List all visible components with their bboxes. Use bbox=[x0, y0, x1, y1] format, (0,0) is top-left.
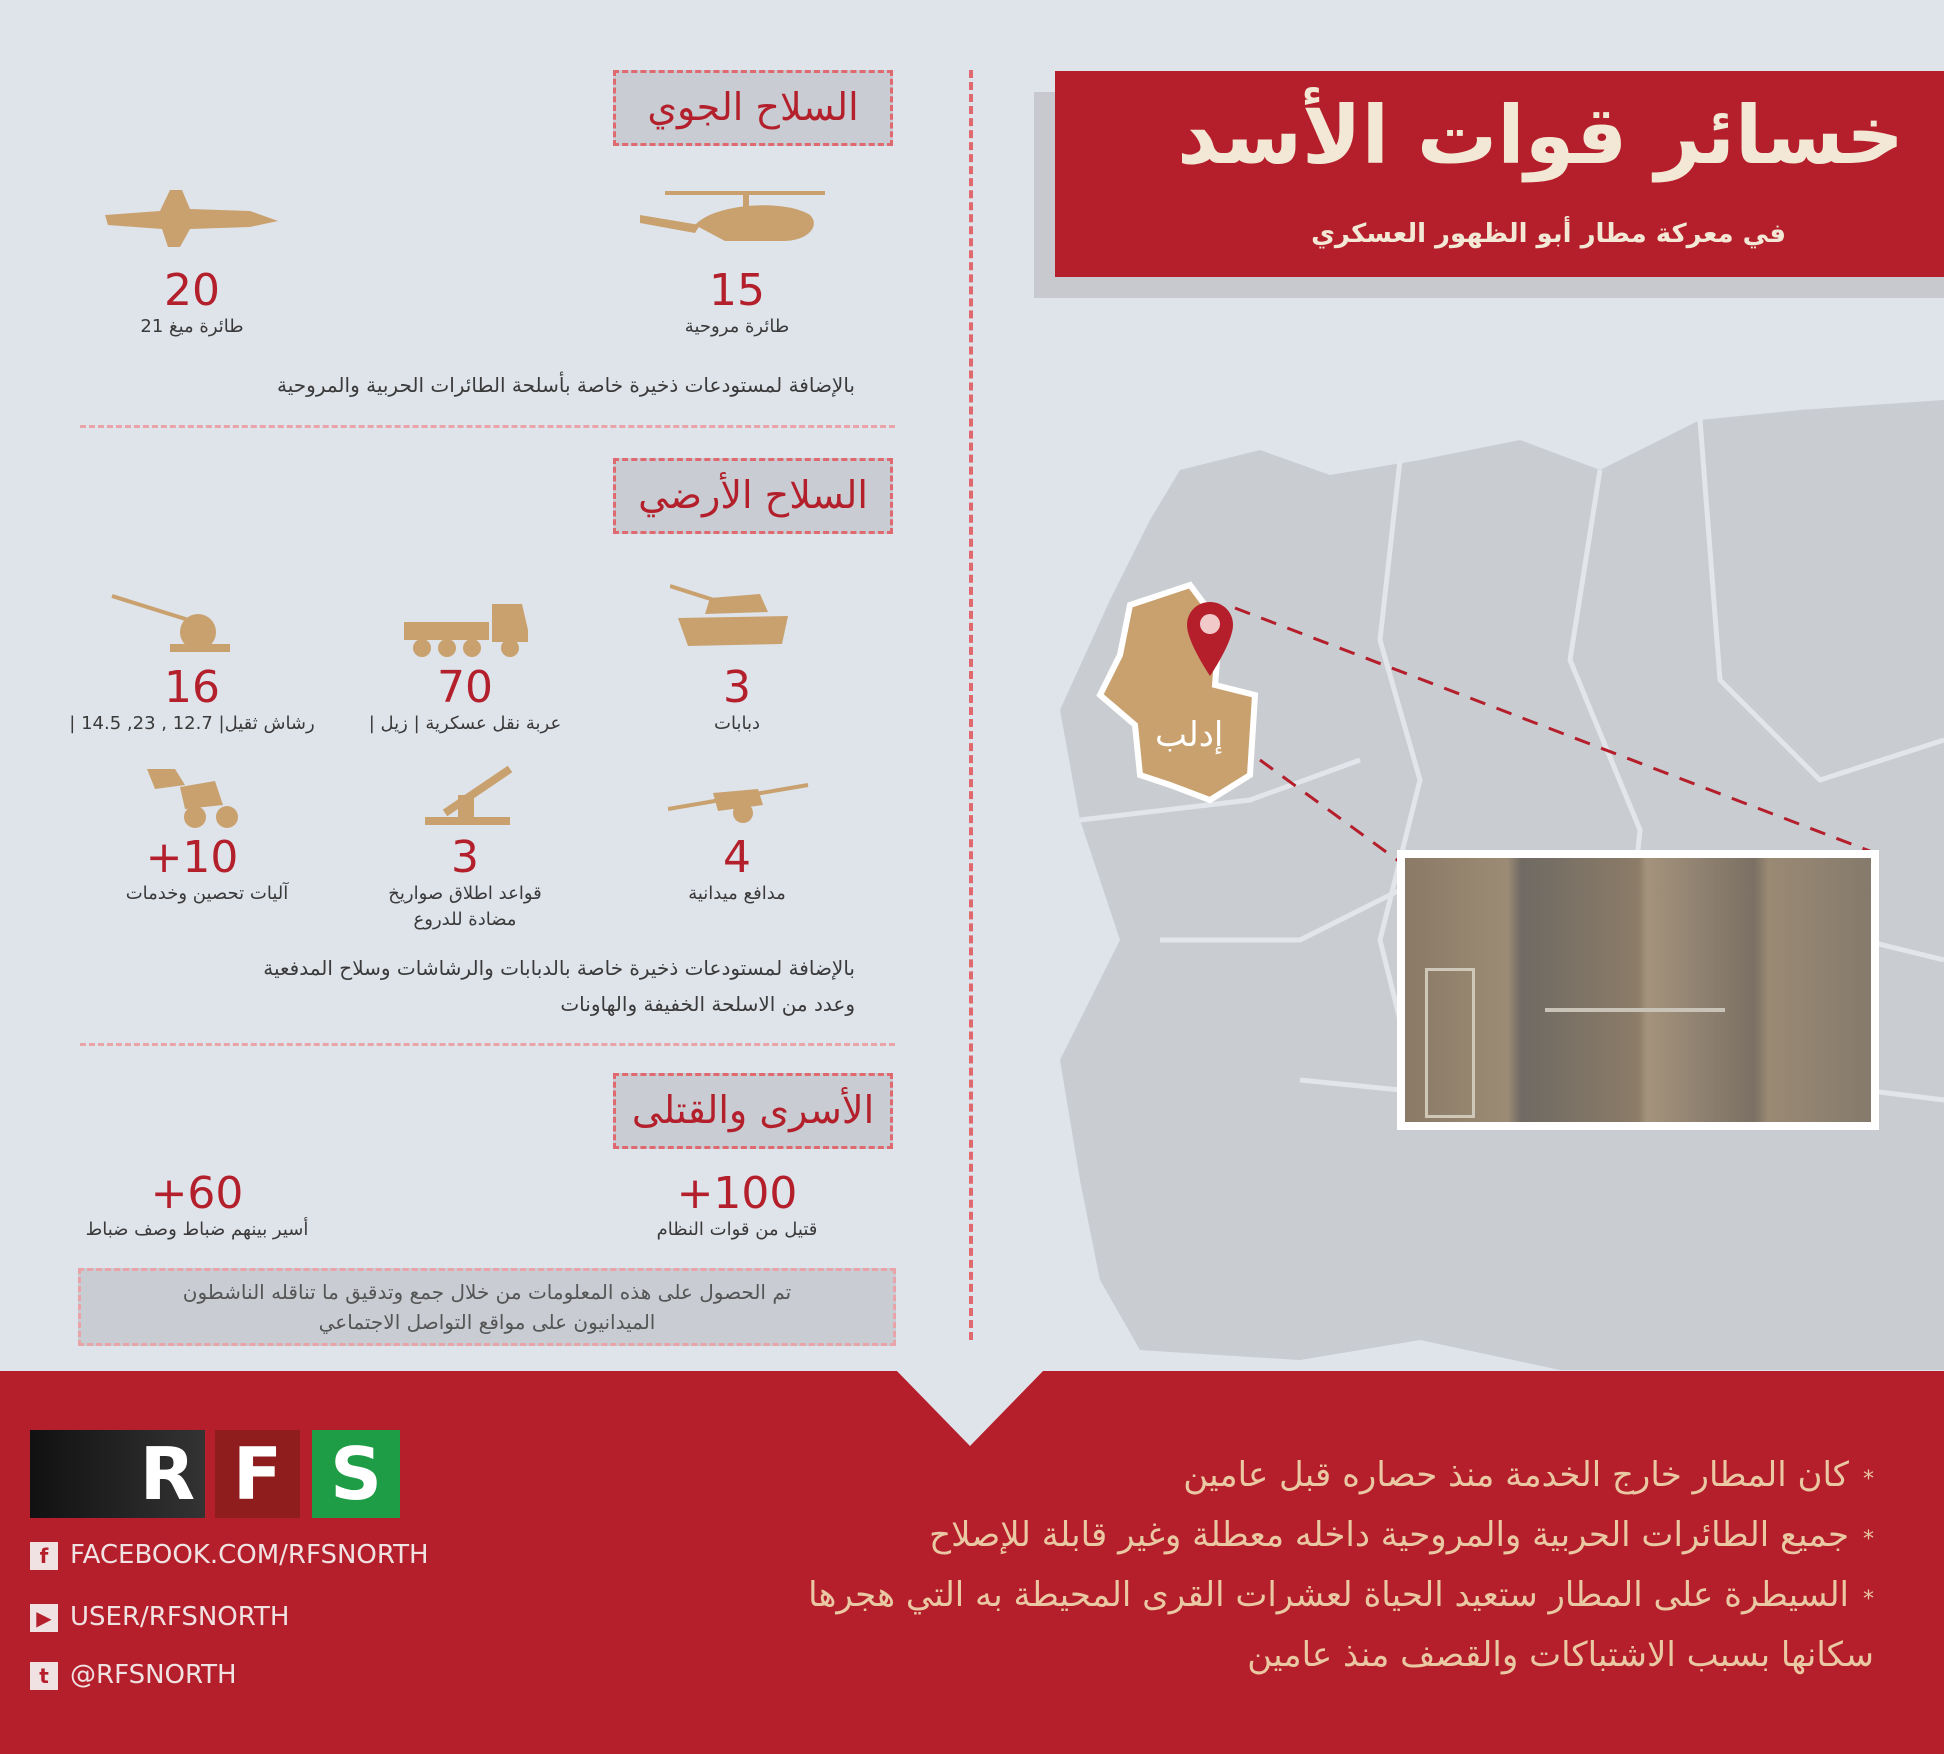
youtube-icon: ▶ bbox=[30, 1604, 58, 1632]
twitter-link[interactable] bbox=[30, 1660, 237, 1690]
ground-note: بالإضافة لمستودعات ذخيرة خاصة بالدبابات والرشاشات وسلاح المدفعية bbox=[263, 956, 855, 980]
vertical-divider bbox=[969, 70, 973, 1340]
ground-stat-label: رشاش ثقيل| 12.7 , 23, 14.5 | bbox=[69, 713, 315, 734]
bullet-text: كان المطار خارج الخدمة منذ حصاره قبل عامين bbox=[1183, 1455, 1849, 1495]
ground-stat-label: قواعد اطلاق صواريخ bbox=[388, 883, 542, 904]
logo-letter-s: S bbox=[312, 1430, 400, 1518]
ground-stat-value: 16 bbox=[164, 662, 220, 713]
section-heading-air: السلاح الجوي bbox=[613, 70, 893, 146]
tank-icon bbox=[670, 580, 795, 650]
section-divider bbox=[80, 1043, 895, 1046]
facebook-icon: f bbox=[30, 1542, 58, 1570]
ground-stat-label-line2: مضادة للدروع bbox=[413, 909, 517, 930]
social-text: USER/RFSNORTH bbox=[70, 1602, 290, 1632]
logo-letter-f: F bbox=[215, 1430, 300, 1518]
footer-bullet bbox=[1183, 1455, 1874, 1495]
truck-icon bbox=[402, 600, 532, 660]
logo-letter-r: R bbox=[139, 1432, 196, 1516]
section-heading-casualties: الأسرى والقتلى bbox=[613, 1073, 893, 1149]
ground-stat-value: 70 bbox=[437, 662, 493, 713]
casualty-label: قتيل من قوات النظام bbox=[656, 1219, 818, 1240]
field-cannon-icon bbox=[668, 775, 813, 825]
footer-notch bbox=[895, 1369, 1045, 1446]
social-text: @RFSNORTH bbox=[70, 1660, 237, 1690]
air-stat-value: 20 bbox=[164, 265, 220, 316]
section-divider bbox=[80, 425, 895, 428]
missile-launcher-icon bbox=[420, 765, 520, 830]
air-note: بالإضافة لمستودعات ذخيرة خاصة بأسلحة الطائرات الحربية والمروحية bbox=[277, 373, 855, 397]
footer-bullet bbox=[929, 1515, 1874, 1555]
source-note-box bbox=[78, 1268, 896, 1346]
helicopter-icon bbox=[635, 185, 835, 255]
title-banner bbox=[1055, 71, 1944, 277]
rfs-logo bbox=[30, 1430, 400, 1518]
social-text: FACEBOOK.COM/RFSNORTH bbox=[70, 1540, 429, 1570]
ground-stat-value: 4 bbox=[723, 832, 751, 883]
ground-stat-label: آليات تحصين وخدمات bbox=[125, 883, 289, 904]
ground-stat-label: دبابات bbox=[714, 713, 760, 734]
bulldozer-icon bbox=[145, 765, 245, 830]
twitter-icon: t bbox=[30, 1662, 58, 1690]
footer-bullet-continuation: سكانها بسبب الاشتباكات والقصف منذ عامين bbox=[1247, 1635, 1874, 1675]
heavy-gun-icon bbox=[110, 592, 235, 657]
facebook-link[interactable] bbox=[30, 1540, 429, 1570]
footer-bullet bbox=[808, 1575, 1874, 1615]
airport-satellite-map bbox=[1397, 850, 1879, 1130]
page-subtitle: في معركة مطار أبو الظهور العسكري bbox=[1311, 219, 1786, 249]
casualty-value: +100 bbox=[676, 1168, 798, 1219]
source-note-line: تم الحصول على هذه المعلومات من خلال جمع وتدقيق ما تناقله الناشطون bbox=[182, 1280, 792, 1304]
bullet-mark: * bbox=[1863, 1587, 1874, 1612]
ground-stat-value: +10 bbox=[145, 832, 239, 883]
casualty-value: +60 bbox=[150, 1168, 244, 1219]
bullet-mark: * bbox=[1863, 1467, 1874, 1492]
jet-icon bbox=[100, 185, 280, 250]
ground-stat-value: 3 bbox=[451, 832, 479, 883]
bullet-text: جميع الطائرات الحربية والمروحية داخله معطلة وغير قابلة للإصلاح bbox=[929, 1515, 1849, 1555]
location-pin-icon bbox=[1185, 600, 1235, 680]
bullet-text: السيطرة على المطار ستعيد الحياة لعشرات القرى المحيطة به التي هجرها bbox=[808, 1575, 1849, 1615]
air-stat-label: طائرة مروحية bbox=[684, 316, 790, 337]
bullet-mark: * bbox=[1863, 1527, 1874, 1552]
page-title: خسائر قوات الأسد bbox=[1177, 89, 1904, 182]
ground-note: وعدد من الاسلحة الخفيفة والهاونات bbox=[560, 992, 855, 1016]
air-stat-value: 15 bbox=[709, 265, 765, 316]
idlib-label: إدلب bbox=[1155, 715, 1224, 755]
ground-stat-label: عربة نقل عسكرية | زيل | bbox=[368, 713, 562, 734]
air-stat-label: طائرة ميغ 21 bbox=[140, 316, 244, 337]
ground-stat-value: 3 bbox=[723, 662, 751, 713]
zoom-connector-lines bbox=[1230, 600, 1944, 870]
section-heading-ground: السلاح الأرضي bbox=[613, 458, 893, 534]
casualty-label: أسير بينهم ضباط وصف ضباط bbox=[85, 1219, 309, 1240]
ground-stat-label: مدافع ميدانية bbox=[688, 883, 786, 904]
youtube-link[interactable] bbox=[30, 1602, 289, 1632]
source-note-line: الميدانيون على مواقع التواصل الاجتماعي bbox=[318, 1310, 656, 1334]
